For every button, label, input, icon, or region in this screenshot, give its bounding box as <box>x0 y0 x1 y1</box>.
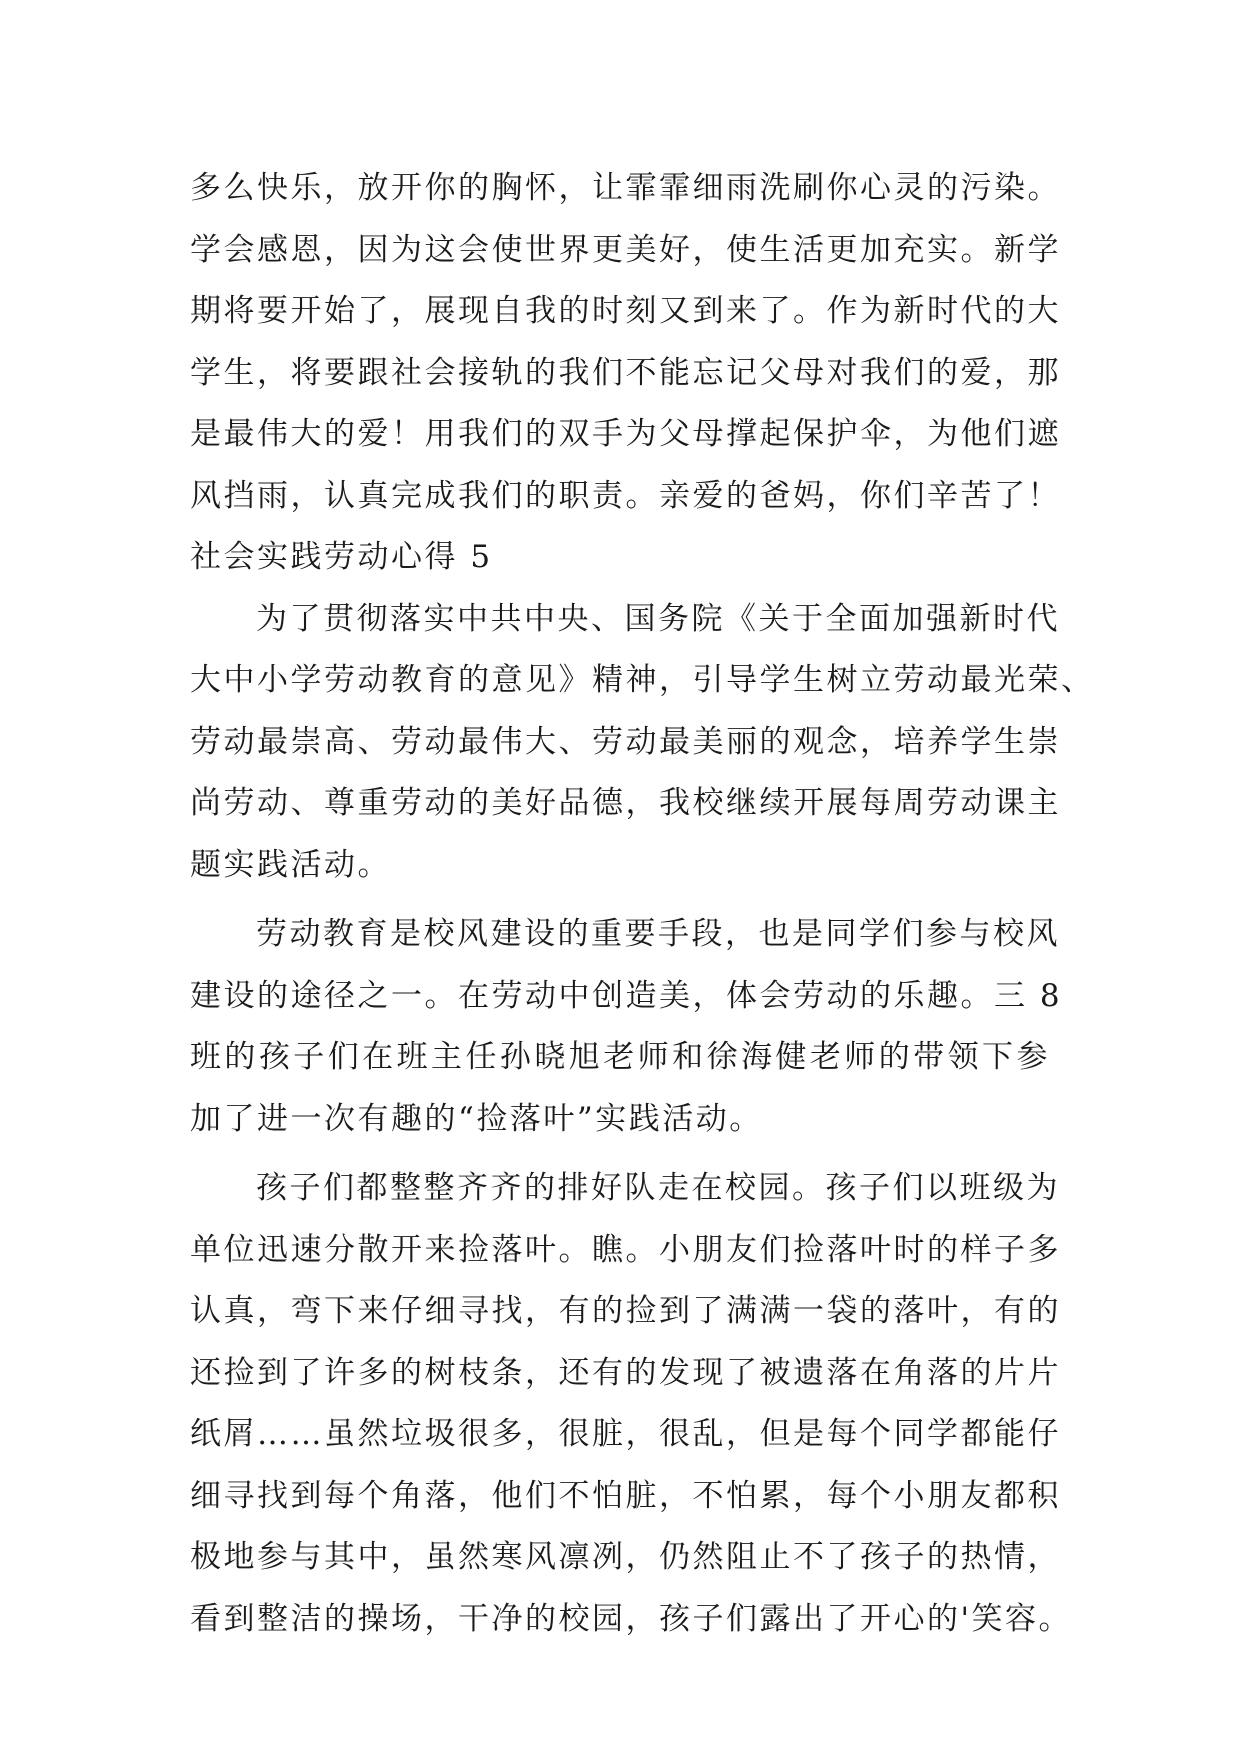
paragraph-line: 学生，将要跟社会接轨的我们不能忘记父母对我们的爱，那 <box>190 354 1061 391</box>
section-heading: 社会实践劳动心得 5 <box>190 539 493 575</box>
paragraph-line: 纸屑……虽然垃圾很多，很脏，很乱，但是每个同学都能仔 <box>190 1416 1061 1452</box>
paragraph-line: 极地参与其中，虽然寒风凛冽，仍然阻止不了孩子的热情， <box>190 1539 1061 1575</box>
paragraph-line: 加了进一次有趣的“捡落叶”实践活动。 <box>190 1100 763 1137</box>
paragraph-line: 学会感恩，因为这会使世界更美好，使生活更加充实。新学 <box>190 231 1061 268</box>
paragraph-line: 题实践活动。 <box>190 846 391 883</box>
paragraph-line: 劳动最崇高、劳动最伟大、劳动最美丽的观念，培养学生崇 <box>190 723 1061 760</box>
paragraph-line: 是最伟大的爱！用我们的双手为父母撑起保护伞，为他们遮 <box>190 416 1061 452</box>
paragraph-line: 细寻找到每个角落，他们不怕脏，不怕累，每个小朋友都积 <box>190 1477 1061 1514</box>
paragraph-1 <box>190 158 1061 527</box>
paragraph-line: 尚劳动、尊重劳动的美好品德，我校继续开展每周劳动课主 <box>190 785 1061 821</box>
paragraph-line: 孩子们都整整齐齐的排好队走在校园。孩子们以班级为 <box>256 1170 1060 1206</box>
paragraph-line: 多么快乐，放开你的胸怀，让霏霏细雨洗刷你心灵的污染。 <box>190 170 1061 206</box>
paragraph-line: 风挡雨，认真完成我们的职责。亲爱的爸妈，你们辛苦了！ <box>190 477 1061 514</box>
paragraph-line: 大中小学劳动教育的意见》精神，引导学生树立劳动最光荣、 <box>190 662 1095 698</box>
document-body <box>190 158 1095 1650</box>
paragraph-line: 建设的途径之一。在劳动中创造美，体会劳动的乐趣。三 8 <box>190 977 1063 1014</box>
paragraph-line: 看到整洁的操场，干净的校园，孩子们露出了开心的'笑容。 <box>190 1600 1073 1637</box>
paragraph-line: 为了贯彻落实中共中央、国务院《关于全面加强新时代 <box>256 600 1060 637</box>
paragraph-4 <box>190 1158 1073 1650</box>
paragraph-line: 认真，弯下来仔细寻找，有的捡到了满满一袋的落叶，有的 <box>190 1293 1061 1329</box>
paragraph-2 <box>190 589 1095 897</box>
paragraph-line: 还捡到了许多的树枝条，还有的发现了被遗落在角落的片片 <box>190 1354 1061 1391</box>
paragraph-line: 劳动教育是校风建设的重要手段，也是同学们参与校风 <box>256 916 1060 952</box>
paragraph-line: 班的孩子们在班主任孙晓旭老师和徐海健老师的带领下参 <box>190 1039 1050 1075</box>
paragraph-line: 单位迅速分散开来捡落叶。瞧。小朋友们捡落叶时的样子多 <box>190 1231 1061 1268</box>
paragraph-line: 期将要开始了，展现自我的时刻又到来了。作为新时代的大 <box>190 293 1061 329</box>
paragraph-3 <box>190 904 1063 1150</box>
